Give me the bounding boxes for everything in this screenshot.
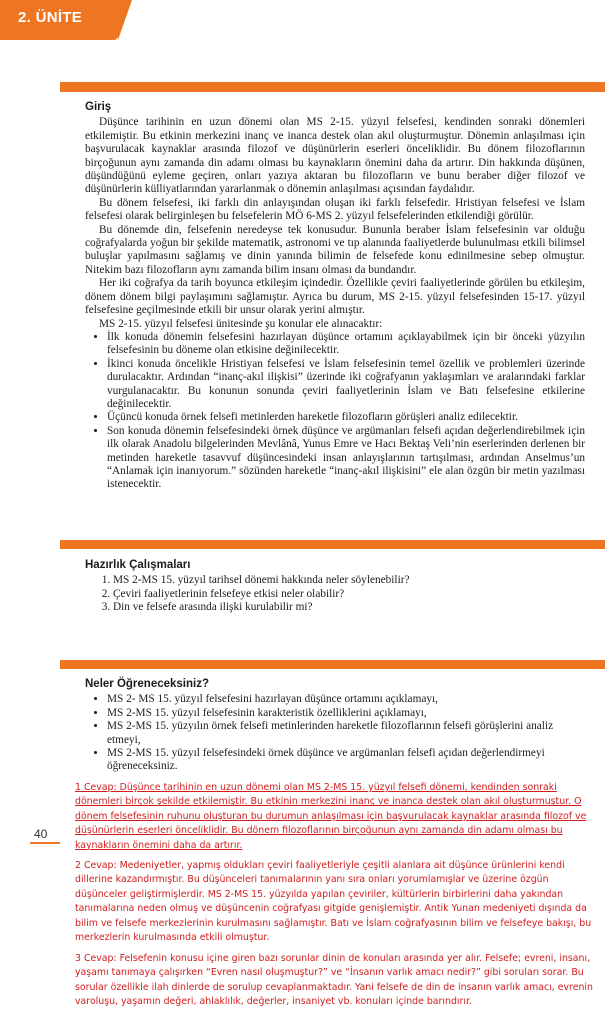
learn-section: [85, 678, 585, 774]
intro-bullet-item: • Son konuda dönemin felsefesindeki örnek düşünce ve argümanları felsefi açıdan değerlendirebilmek için ilk olarak Anadolu bilgelerinden Mevlânâ, Yunus Emre ve Hacı Bektaş Veli’nin eserlerinden derlenen bir metinden hareketle tasavvuf düşüncesindeki insan anlayışlarının tartışılması, ardından Anselmus’un “Anlamak için inanıyorum.” sözünden hareketle “inanç-akıl ilişkisini” ele alan özgün bir metin yazılması istenecektir.: [107, 425, 585, 492]
page-header: [0, 0, 605, 44]
intro-paragraph: MS 2-15. yüzyıl felsefesi ünitesinde şu konular ele alınacaktır:: [99, 317, 383, 330]
divider-bar-preparation: [60, 540, 605, 549]
unit-tab-notch: [118, 0, 132, 40]
intro-paragraph: Her iki coğrafya da tarih boyunca etkileşim içindedir. Özellikle çeviri faaliyetlerinde görülen bu etkileşim, dönem dönem bilgi paylaşımını sağlamıştır. Ayrıca bu durum, MS 2-15. yüzyıl felsefesinden 15-17. yüzyıl felsefesine geçilmesinde etkili bir unsur olarak yerini almıştır.: [85, 277, 585, 317]
intro-bullet-list: [85, 331, 585, 492]
intro-paragraph: Bu dönem felsefesi, iki farklı din anlayışından oluşan iki farklı felsefedir. Hristiyan felsefesi ve İslam felsefesi olarak belirginleşen bu felsefelerin MÖ 6-MS 2. yüzyıl felsefelerinden etkilendiği görülür.: [85, 196, 585, 223]
unit-label: 2. ÜNİTE: [18, 9, 83, 26]
divider-bar-learn: [60, 660, 605, 669]
preparation-section: [85, 559, 585, 615]
answer-text: 1 Cevap: Düşünce tarihinin en uzun dönemi olan MS 2-MS 15. yüzyıl felsefi dönemi, kendinden sonraki dönemleri birçok şekilde etkilemiştir. Bu etkinin merkezini inanç ve inanca destek olan akıl oluşturmuştur. O dönem felsefesinin ruhunu oluşturan bu durumun anlaşılması için başvurulacak kaynaklar arasında filozof ve düşünürlerin eserleri önceliklidir. Bu dönem filozoflarının birçoğunun aynı zamanda din adamı olması bu kaynakların önemini daha da artırır.: [75, 782, 587, 851]
answer-2: [75, 859, 595, 945]
intro-paragraph: Düşünce tarihinin en uzun dönemi olan MS 2-15. yüzyıl felsefesi, kendinden sonraki dönemleri etkilemiştir. Bu etkinin merkezini inanç ve inanca destek olan akıl oluşturmuştur. Dönemin anlaşılması için başvurulacak kaynaklar arasında filozof ve düşünürlerin eserleri önceliklidir. Bu dönem filozoflarının birçoğunun aynı zamanda din adamı olması bu kaynakların önemini daha da artırır. Din hakkında düşünen, düşündüğünü eyleme geçiren, onları yazıya aktaran bu filozofların ve bunu beraber diğer filozof ve düşünürlerin külliyatlarından yararlanmak o dönemin anlaşılması açısından faydalıdır.: [85, 116, 585, 196]
learn-item: • MS 2-MS 15. yüzyıl felsefesinin karakteristik özelliklerini açıklamayı,: [107, 707, 585, 720]
preparation-heading: Hazırlık Çalışmaları: [85, 559, 191, 571]
answer-text: 2 Cevap: Medeniyetler, yapmış oldukları çeviri faaliyetleriyle çeşitli alanlara ait düşünce ürünlerini kendi dillerine kazandırmıştır. Bu düşünceleri tanımalarının yanı sıra onları yorumlamışlar ve üzerine özgün düşünceler geliştirmişlerdir. MS 2-MS 15. yüzyılda yapılan çeviriler, kültürlerin birbirlerini daha yakından tanımalarına neden olmuş ve düşüncenin coğrafyası gitgide genişlemiştir. Antik Yunan medeniyeti dışında da bilim ve felsefe merkezlerinin kurulmasını sağlamıştır. Batı ve İslam coğrafyasının bilim ve felsefeye bakışı, bu merkezlerin kurulmasında etkili olmuştur.: [75, 860, 592, 944]
intro-bullet-item: • İlk konuda dönemin felsefesini hazırlayan düşünce ortamını açıklayabilmek için bir önceki yüzyılın felsefesinin bu döneme olan etkisine değinilecektir.: [107, 331, 585, 358]
intro-paragraph: Bu dönemde din, felsefenin neredeyse tek konusudur. Bununla beraber İslam felsefesinin var olduğu coğrafyalarda yoğun bir şekilde matematik, astronomi ve tıp alanında faaliyetlerde bulunulması etkili bilimsel buluşlar yapılmasını sağlamış ve dinin yanında bilimin de felsefede konu edinilmesine sebep olmuştur. Nitekim bazı filozofların aynı zamanda bilim insanı olması da bundandır.: [85, 223, 585, 276]
answer-3: [75, 952, 595, 1010]
intro-bullet-item: • İkinci konuda öncelikle Hristiyan felsefesi ve İslam felsefesinin temel özellik ve problemleri üzerinde durulacaktır. Ardından “inanç-akıl ilişkisi” üzerinde iki coğrafyanın yaklaşımları ve aralarındaki farklar vurgulanacaktır. Bu konunun sonunda çeviri faaliyetlerinin İslam ve Batı felsefesine etkilerine değinilecektir.: [107, 358, 585, 412]
learn-item: • MS 2-MS 15. yüzyılın örnek felsefi metinlerinden hareketle filozoflarının felsefi görüşlerini analiz etmeyi,: [107, 720, 585, 747]
learn-item: • MS 2- MS 15. yüzyıl felsefesini hazırlayan düşünce ortamını açıklamayı,: [107, 693, 585, 706]
intro-heading: Giriş: [85, 101, 112, 113]
intro-bullet-item: • Üçüncü konuda örnek felsefi metinlerden hareketle filozofların görüşleri analiz edilecektir.: [107, 411, 585, 424]
page-number: 40: [34, 827, 48, 841]
learn-item: • MS 2-MS 15. yüzyıl felsefesindeki örnek düşünce ve argümanları felsefi açıdan değerlendirmeyi öğreneceksiniz.: [107, 747, 585, 774]
page-number-rule: [30, 842, 60, 844]
preparation-item: 1. MS 2-MS 15. yüzyıl tarihsel dönemi hakkında neler söylenebilir?: [113, 574, 585, 587]
learn-heading: Neler Öğreneceksiniz?: [85, 678, 209, 690]
intro-section: [85, 101, 585, 492]
preparation-item: 3. Din ve felsefe arasında ilişki kurulabilir mi?: [113, 601, 585, 614]
answer-text: 3 Cevap: Felsefenin konusu içine giren bazı sorunlar dinin de konuları arasında yer alır. Felsefe; evreni, insanı, yaşamı tanımaya çalışırken “Evren nasıl oluşmuştur?” ve “İnsanın varlık amacı nedir?” gibi soruları sorar. Bu sorular özellikle ilah dinlerde de sorulup cevaplanmaktadır. Yani felsefe de din de insanın varlık amacı, evrenin varoluşu, yaşamın değeri, ahlaklılık, değerler, insaniyet vb. konuları içinde barındırır.: [75, 953, 593, 1008]
answer-1: [75, 781, 595, 853]
preparation-item: 2. Çeviri faaliyetlerinin felsefeye etkisi neler olabilir?: [113, 588, 585, 601]
divider-bar-intro: [60, 82, 605, 92]
preparation-list: [85, 574, 585, 614]
unit-tab: [0, 0, 118, 40]
learn-list: [85, 693, 585, 773]
